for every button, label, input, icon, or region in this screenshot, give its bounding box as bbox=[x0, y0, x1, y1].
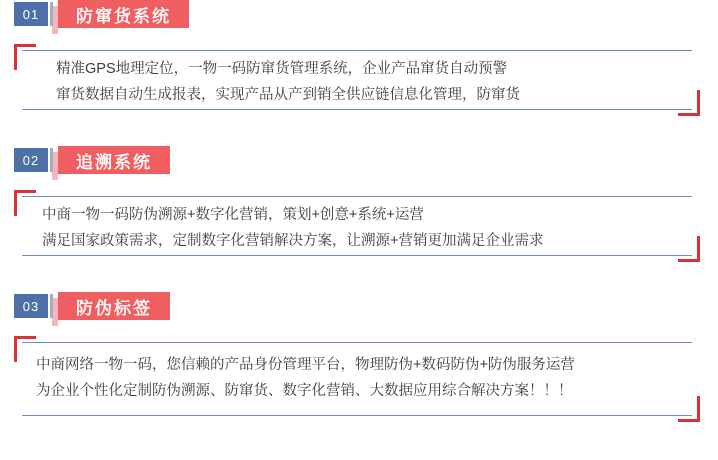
section-02-title-text: 追溯系统 bbox=[76, 152, 152, 172]
section-01 bbox=[0, 0, 718, 116]
section-03-text-lines bbox=[36, 352, 674, 404]
section-02-body bbox=[14, 190, 700, 262]
section-02-title bbox=[58, 146, 170, 174]
section-03-title-text: 防伪标签 bbox=[76, 298, 152, 318]
section-01-header bbox=[14, 0, 718, 30]
section-02 bbox=[0, 146, 718, 262]
section-03-body bbox=[14, 336, 700, 422]
section-03-header bbox=[14, 292, 718, 322]
section-01-title bbox=[58, 0, 189, 28]
section-01-text-lines bbox=[56, 56, 674, 108]
section-02-line-2: 满足国家政策需求，定制数字化营销解决方案，让溯源+营销更加满足企业需求 bbox=[42, 233, 544, 249]
section-03-line-1: 中商网络一物一码，您信赖的产品身份管理平台，物理防伪+数码防伪+防伪服务运营 bbox=[36, 357, 575, 373]
section-02-number-badge: 02 bbox=[14, 148, 48, 172]
section-03-number-badge: 03 bbox=[14, 294, 48, 318]
section-03-line-2: 为企业个性化定制防伪溯源、防窜货、数字化营销、大数据应用综合解决方案！！！ bbox=[36, 383, 573, 399]
section-01-title-text: 防窜货系统 bbox=[76, 6, 171, 26]
section-01-number-badge: 01 bbox=[14, 2, 48, 26]
section-02-line-1: 中商一物一码防伪溯源+数字化营销，策划+创意+系统+运营 bbox=[42, 207, 424, 223]
section-01-line-2: 窜货数据自动生成报表，实现产品从产到销全供应链信息化管理，防窜货 bbox=[56, 87, 520, 103]
section-03 bbox=[0, 292, 718, 422]
section-03-title bbox=[58, 292, 170, 320]
section-01-body bbox=[14, 44, 700, 116]
section-01-line-1: 精准GPS地理定位，一物一码防窜货管理系统，企业产品窜货自动预警 bbox=[56, 61, 508, 77]
section-02-text-lines bbox=[42, 202, 674, 254]
section-02-header bbox=[14, 146, 718, 176]
